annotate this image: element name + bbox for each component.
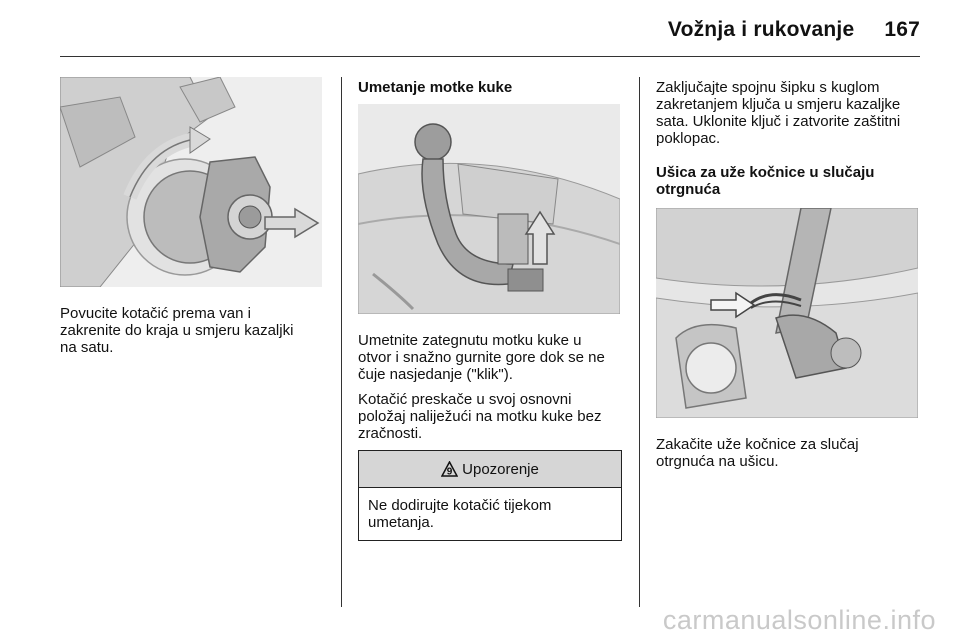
- header-divider: [60, 56, 920, 57]
- figure-hook-insert: [358, 104, 620, 314]
- warning-header: [359, 451, 621, 488]
- figure-knob-rotation: [60, 77, 322, 287]
- warning-title: Upozorenje: [462, 460, 539, 478]
- page-header: [668, 18, 920, 42]
- caption-knob: Povucite kotačić prema van i zakrenite do kraja u smjeru kazaljki na satu.: [60, 305, 294, 356]
- column-divider-1: [341, 77, 342, 607]
- column-divider-2: [639, 77, 640, 607]
- paragraph-insert-1: Umetnite zategnutu motku kuke u otvor i snažno gurnite gore dok se ne čuje nasjedanje ("klik").: [358, 332, 605, 383]
- paragraph-insert-2: Kotačić preskače u svoj osnovni položaj naliježući na motku kuke bez zračnosti.: [358, 391, 602, 442]
- section-heading-insert: Umetanje motke kuke: [358, 79, 513, 96]
- warning-box: [358, 450, 622, 541]
- section-heading-breakaway: Ušica za uže kočnice u slučaju otrgnuća: [656, 164, 875, 198]
- page-number: 167: [884, 18, 920, 41]
- figure-breakaway-eye: [656, 208, 918, 418]
- chapter-title: Vožnja i rukovanje: [667, 18, 855, 41]
- watermark: carmanualsonline.info: [662, 605, 936, 635]
- warning-body: Ne dodirujte kotačić tijekom umetanja.: [368, 497, 552, 531]
- warning-triangle-icon: [441, 461, 458, 477]
- paragraph-breakaway: Zakačite uže kočnice za slučaj otrgnuća na ušicu.: [656, 436, 859, 470]
- svg-text:9: 9: [446, 466, 453, 477]
- paragraph-lock: Zaključajte spojnu šipku s kuglom zakretanjem ključa u smjeru kazaljke sata. Uklonite ključ i zatvorite zaštitni poklopac.: [656, 79, 901, 147]
